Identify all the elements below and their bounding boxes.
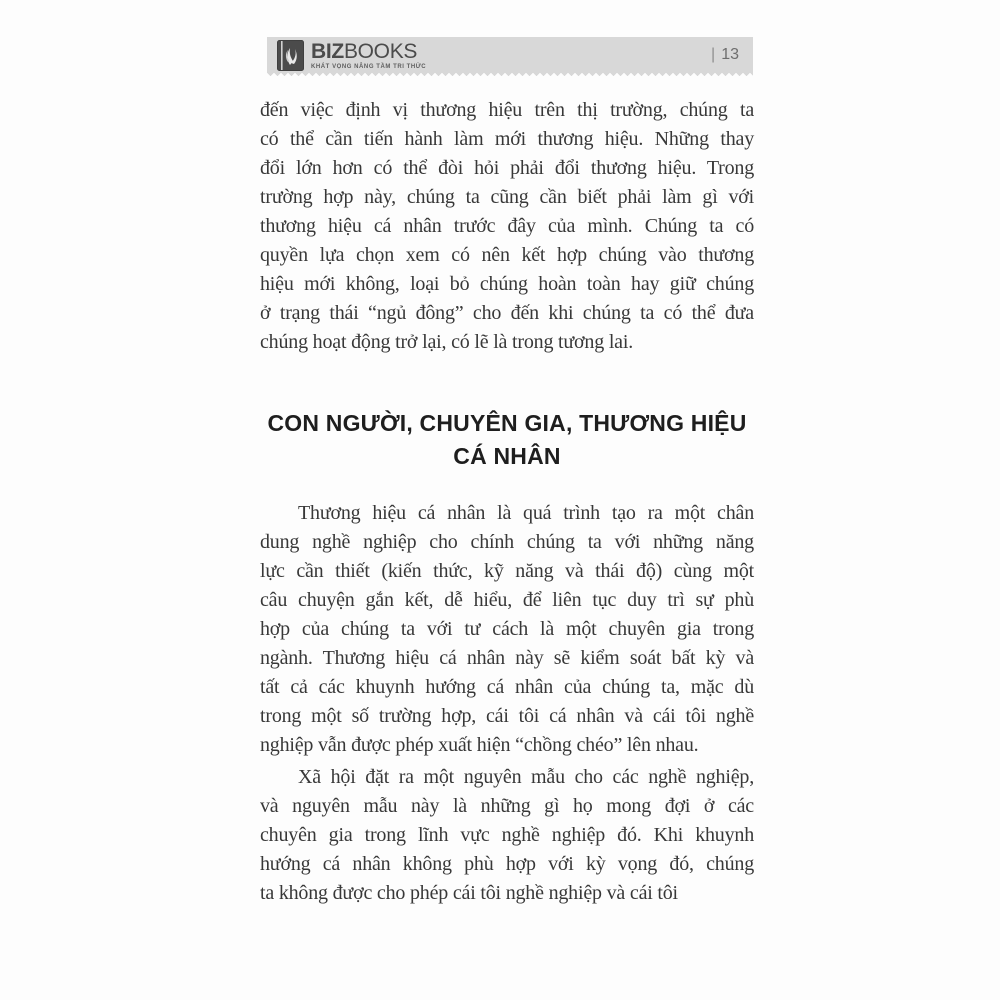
text-line: quyền lựa chọn xem có nên kết hợp chúng vào thương [260,244,754,266]
page-header [267,37,753,77]
text-line: ở trạng thái “ngủ đông” cho đến khi chúng ta có thể đưa [260,302,754,324]
text-line: và nguyên mẫu này là những gì họ mong đợi ở các [260,795,754,817]
text-line: CON NGƯỜI, CHUYÊN GIA, THƯƠNG HIỆU [267,410,747,436]
brand-text [311,41,426,70]
text-line: Thương hiệu cá nhân là quá trình tạo ra một chân [298,502,754,524]
text-line: ngành. Thương hiệu cá nhân này sẽ kiểm soát bất kỳ và [260,647,754,669]
page-number-value: 13 [721,46,739,63]
page-number-separator: | [711,46,716,63]
text-line: CÁ NHÂN [453,443,561,469]
text-line: đến việc định vị thương hiệu trên thị trường, chúng ta [260,99,754,121]
text-line: hướng cá nhân không phù hợp với kỳ vọng đó, chúng [260,853,754,875]
text-line: đổi lớn hơn có thể đòi hỏi phải đổi thương hiệu. Trong [260,157,754,179]
paragraph-2 [260,499,754,760]
paragraph-3 [260,763,754,908]
text-line: có thể cần tiến hành làm mới thương hiệu. Những thay [260,128,754,150]
paragraph-1 [260,96,754,357]
text-line: chuyên gia trong lĩnh vực nghề nghiệp đó. Khi khuynh [260,824,754,846]
text-line: hiệu mới không, loại bỏ chúng hoàn toàn hay giữ chúng [260,273,754,295]
text-line: hợp của chúng ta với tư cách là một chuyên gia trong [260,618,754,640]
text-line: câu chuyện gắn kết, dễ hiểu, để liên tục duy trì sự phù [260,589,754,611]
brand-name-books: BOOKS [343,39,418,63]
brand-name-biz: BIZ [311,39,344,63]
book-logo-icon [277,40,304,71]
text-line: ta không được cho phép cái tôi nghề nghiệp và cái tôi [260,882,678,904]
brand-name [311,41,426,62]
text-line: chúng hoạt động trở lại, có lẽ là trong tương lai. [260,331,634,353]
text-line: lực cần thiết (kiến thức, kỹ năng và thái độ) cùng một [260,560,754,582]
text-line: nghiệp vẫn được phép xuất hiện “chồng chéo” lên nhau. [260,734,699,756]
text-line: trường hợp này, chúng ta cũng cần biết phải làm gì với [260,186,754,208]
section-heading [260,407,754,473]
brand-tagline: KHÁT VỌNG NÂNG TẦM TRI THỨC [311,63,427,70]
text-line: trong một số trường hợp, cái tôi cá nhân và cái tôi nghề [260,705,754,727]
page-number [711,46,739,64]
publisher-logo [277,40,426,71]
text-line: tất cả các khuynh hướng cá nhân của chúng ta, mặc dù [260,676,754,698]
text-line: thương hiệu cá nhân trước đây của mình. Chúng ta có [260,215,754,237]
text-line: dung nghề nghiệp cho chính chúng ta với những năng [260,531,754,553]
text-line: Xã hội đặt ra một nguyên mẫu cho các nghề nghiệp, [298,766,754,788]
